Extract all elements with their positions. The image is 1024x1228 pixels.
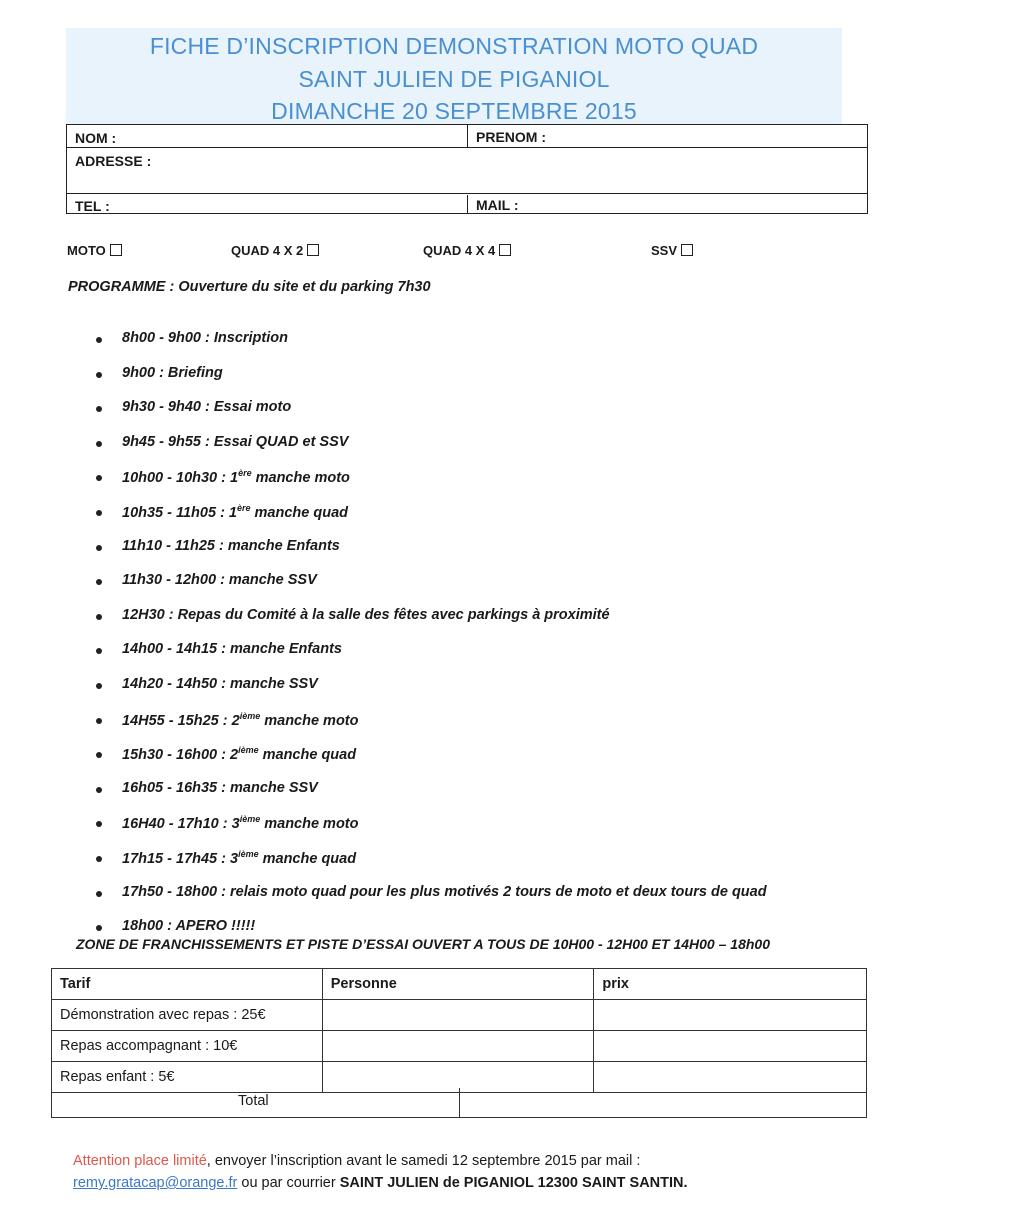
identity-table	[66, 124, 868, 214]
footer-text-1: , envoyer l’inscription avant le samedi 12 septembre 2015 par mail :	[206, 1153, 641, 1169]
tarif-table	[51, 968, 867, 1093]
checkbox-quad4x4[interactable]: QUAD 4 X 4	[423, 243, 511, 258]
bullet-icon	[96, 545, 102, 551]
bullet-icon	[96, 441, 102, 447]
schedule-item: 15h30 - 16h00 : 2ième manche quad	[122, 745, 357, 764]
checkbox-ssv[interactable]: SSV	[651, 243, 693, 258]
footer-text-2: ou par courrier	[237, 1175, 340, 1191]
personne-cell[interactable]	[322, 1000, 594, 1031]
prix-cell[interactable]	[594, 1000, 867, 1031]
schedule-item: 9h30 - 9h40 : Essai moto	[122, 399, 292, 416]
header-tarif: Tarif	[52, 969, 323, 1000]
schedule-item: 11h10 - 11h25 : manche Enfants	[122, 537, 340, 554]
bullet-icon	[96, 475, 102, 481]
prix-cell[interactable]	[594, 1031, 867, 1062]
schedule-item: 10h35 - 11h05 : 1ère manche quad	[122, 503, 349, 521]
header-prix: prix	[594, 969, 867, 1000]
bullet-icon	[96, 856, 102, 862]
row-name	[67, 125, 867, 148]
bullet-icon	[96, 648, 102, 654]
form-title: FICHE D’INSCRIPTION DEMONSTRATION MOTO QUAD	[149, 33, 759, 59]
bullet-icon	[96, 614, 102, 620]
bullet-icon	[96, 925, 102, 931]
bullet-icon	[96, 891, 102, 897]
schedule-item: 10h00 - 10h30 : 1ère manche moto	[122, 468, 350, 487]
footer-note	[73, 1150, 688, 1194]
table-row	[52, 1031, 867, 1062]
schedule-item: 9h45 - 9h55 : Essai QUAD et SSV	[122, 433, 349, 450]
location-title: SAINT JULIEN DE PIGANIOL	[298, 66, 610, 92]
schedule-item: 8h00 - 9h00 : Inscription	[122, 330, 288, 346]
tarif-cell: Repas accompagnant : 10€	[52, 1031, 323, 1062]
email-link[interactable]: remy.gratacap@orange.fr	[73, 1175, 238, 1191]
zone-notice: ZONE DE FRANCHISSEMENTS ET PISTE D’ESSAI OUVERT A TOUS DE 10H00 - 12H00 ET 14H00 – 18h00	[76, 936, 770, 952]
mail-label: MAIL :	[476, 197, 519, 213]
bullet-icon	[96, 510, 102, 516]
schedule-item: 16H40 - 17h10 : 3ième manche moto	[122, 814, 359, 833]
bullet-icon	[96, 372, 102, 378]
tel-label: TEL :	[75, 198, 110, 214]
personne-cell[interactable]	[322, 1031, 594, 1062]
bullet-icon	[96, 787, 102, 793]
checkbox-quad4x2[interactable]: QUAD 4 X 2	[231, 243, 319, 258]
checkbox-icon[interactable]	[681, 244, 693, 256]
checkbox-icon[interactable]	[110, 244, 122, 256]
bullet-icon	[96, 337, 102, 343]
schedule-item: 16h05 - 16h35 : manche SSV	[122, 779, 318, 796]
warning-text: Attention place limité	[73, 1153, 207, 1169]
schedule-item: 14h00 - 14h15 : manche Enfants	[122, 641, 342, 658]
tarif-cell: Démonstration avec repas : 25€	[52, 1000, 323, 1031]
bullet-icon	[96, 406, 102, 412]
schedule-item: 11h30 - 12h00 : manche SSV	[122, 572, 317, 589]
total-row	[51, 1088, 867, 1118]
checkbox-moto[interactable]: MOTO	[67, 243, 122, 258]
bullet-icon	[96, 579, 102, 585]
postal-address: SAINT JULIEN de PIGANIOL 12300 SAINT SANTIN.	[339, 1175, 688, 1191]
prenom-label: PRENOM :	[476, 129, 546, 145]
schedule-item: 14H55 - 15h25 : 2ième manche moto	[122, 710, 359, 729]
schedule-item: 18h00 : APERO !!!!!	[122, 918, 256, 935]
bullet-icon	[96, 752, 102, 758]
bullet-icon	[96, 683, 102, 689]
checkbox-icon[interactable]	[499, 244, 511, 256]
schedule-item: 17h15 - 17h45 : 3ième manche quad	[122, 849, 357, 867]
checkbox-icon[interactable]	[307, 244, 319, 256]
adresse-label: ADRESSE :	[75, 153, 152, 169]
schedule-item: 9h00 : Briefing	[122, 364, 223, 381]
nom-label: NOM :	[75, 130, 117, 146]
schedule-item: 14h20 - 14h50 : manche SSV	[122, 676, 318, 692]
row-contact	[67, 195, 867, 214]
schedule-item: 17h50 - 18h00 : relais moto quad pour les plus motivés 2 tours de moto et deux tours de quad	[122, 883, 767, 900]
row-address	[67, 148, 867, 194]
tarif-cell: Repas enfant : 5€	[52, 1062, 323, 1093]
programme-heading: PROGRAMME : Ouverture du site et du parking 7h30	[68, 279, 431, 295]
bullet-icon	[96, 718, 102, 724]
bullet-icon	[96, 821, 102, 827]
table-header-row	[52, 969, 867, 1000]
schedule-item: 12H30 : Repas du Comité à la salle des fêtes avec parkings à proximité	[122, 606, 610, 623]
total-label: Total	[238, 1093, 269, 1109]
header-personne: Personne	[322, 969, 594, 1000]
table-row	[52, 1000, 867, 1031]
date-title: DIMANCHE 20 SEPTEMBRE 2015	[271, 98, 637, 124]
